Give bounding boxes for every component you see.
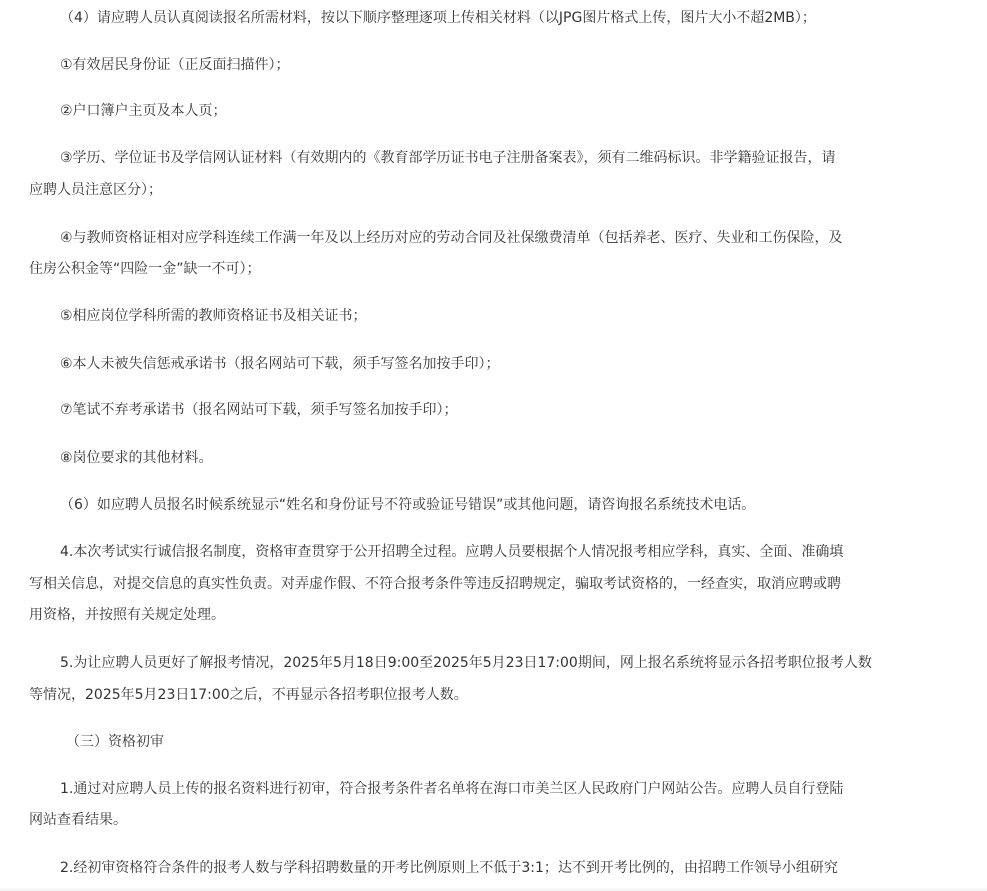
text-line: 写相关信息，对提交信息的真实性负责。对弄虚作假、不符合报考条件等违反招聘规定，骗取考试资格的，一经查实，取消应聘或聘 (29, 576, 841, 592)
text-line: 等情况，2025年5月23日17:00之后，不再显示各招考职位报考人数。 (29, 687, 468, 703)
text-line: 4.本次考试实行诚信报名制度，资格审查贯穿于公开招聘全过程。应聘人员要根据个人情况报考相应学科，真实、全面、准确填 (60, 544, 844, 560)
page-bottom-edge (0, 887, 987, 891)
text-line: （4）请应聘人员认真阅读报名所需材料，按以下顺序整理逐项上传相关材料（以JPG图片格式上传，图片大小不超2MB）； (60, 10, 816, 26)
text-line: 5.为让应聘人员更好了解报考情况，2025年5月18日9:00至2025年5月23日17:00期间，网上报名系统将显示各招考职位报考人数 (60, 655, 872, 671)
text-line: ④与教师资格证相对应学科连续工作满一年及以上经历对应的劳动合同及社保缴费清单（包括养老、医疗、失业和工伤保险，及 (60, 230, 843, 246)
text-line: 1.通过对应聘人员上传的报名资料进行初审，符合报考条件者名单将在海口市美兰区人民政府门户网站公告。应聘人员自行登陆 (60, 781, 844, 797)
text-line: 2.经初审资格符合条件的报考人数与学科招聘数量的开考比例原则上不低于3:1；达不到开考比例的，由招聘工作领导小组研究 (60, 860, 838, 876)
text-line: ⑧岗位要求的其他材料。 (60, 450, 213, 466)
text-line: ⑥本人未被失信惩戒承诺书（报名网站可下载，须手写签名加按手印）； (60, 356, 500, 372)
text-line: ②户口簿户主页及本人页； (60, 103, 227, 119)
text-line: （6）如应聘人员报名时候系统显示“姓名和身份证号不符或验证号错误”或其他问题，请咨询报名系统技术电话。 (60, 497, 756, 513)
text-line: 住房公积金等“四险一金”缺一不可）； (29, 261, 261, 277)
text-line: ①有效居民身份证（正反面扫描件）； (60, 57, 290, 73)
text-line: ⑦笔试不弃考承诺书（报名网站可下载，须手写签名加按手印）； (60, 402, 458, 418)
text-line: 网站查看结果。 (29, 812, 127, 828)
text-line: 用资格，并按照有关规定处理。 (29, 607, 225, 623)
text-line: 应聘人员注意区分）； (29, 182, 162, 198)
text-line: ③学历、学位证书及学信网认证材料（有效期内的《教育部学历证书电子注册备案表》，须有二维码标识。非学籍验证报告，请 (60, 150, 836, 166)
text-line: （三）资格初审 (66, 734, 164, 750)
text-line: ⑤相应岗位学科所需的教师资格证书及相关证书； (60, 308, 367, 324)
